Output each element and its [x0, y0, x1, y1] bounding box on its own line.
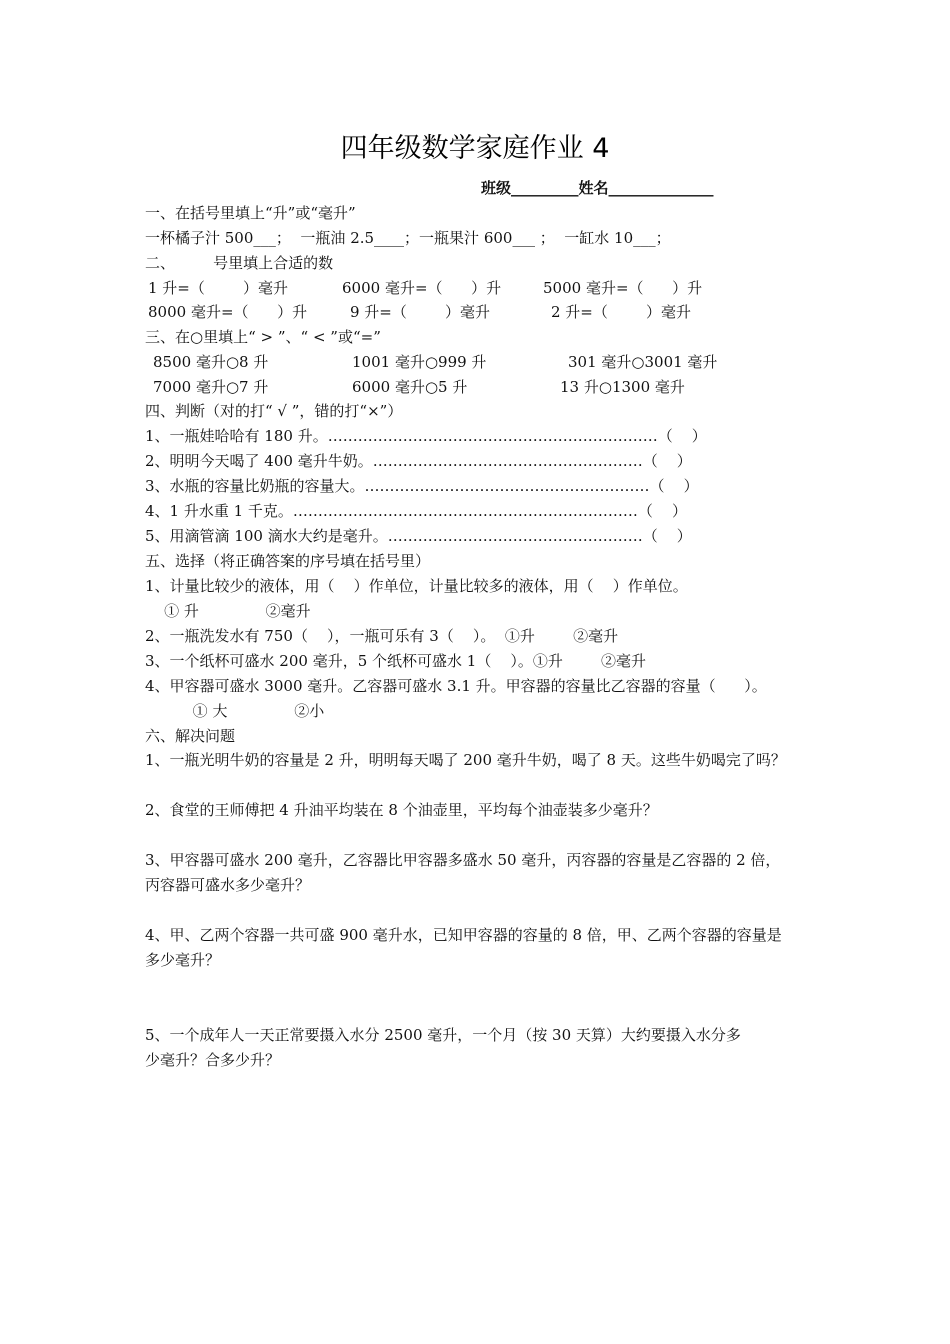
word-problem: 2、食堂的王师傅把 4 升油平均装在 8 个油壶里，平均每个油壶装多少毫升？ — [145, 801, 658, 819]
section2-item: 8000 毫升=（ ）升 — [148, 303, 308, 321]
word-problem: 4、甲、乙两个容器一共可盛 900 毫升水，已知甲容器的容量的 8 倍，甲、乙两个容器的容量是 — [145, 926, 782, 944]
section3-item: 7000 毫升○7 升 — [153, 378, 269, 396]
section2-item: 5000 毫升=（ ）升 — [543, 279, 703, 297]
judgment-item: 2、明明今天喝了 400 毫升牛奶。………………………………………………（ ） — [145, 452, 692, 470]
class-name-fields: 班级_________姓名______________ — [481, 179, 714, 197]
word-problem: 3、甲容器可盛水 200 毫升，乙容器比甲容器多盛水 50 毫升，丙容器的容量是乙容器的 2 倍， — [145, 851, 781, 869]
section3-item: 8500 毫升○8 升 — [153, 353, 269, 371]
judgment-item: 1、一瓶娃哈哈有 180 升。…………………………………………………………（ ） — [145, 427, 707, 445]
word-problem-cont: 少毫升？合多少升？ — [145, 1051, 281, 1069]
section3-item: 13 升○1300 毫升 — [560, 378, 685, 396]
judgment-item: 3、水瓶的容量比奶瓶的容量大。…………………………………………………（ ） — [145, 477, 699, 495]
section1-question: 一杯橘子汁 500___； 一瓶油 2.5____；一瓶果汁 600___ ； 一缸水 10___； — [145, 229, 671, 247]
word-problem-cont: 丙容器可盛水多少毫升？ — [145, 876, 311, 894]
choice-options: ① 升 ②毫升 — [145, 602, 311, 620]
section3-heading: 三、在○里填上“ > ”、“ < ”或“=” — [145, 328, 381, 346]
word-problem: 5、一个成年人一天正常要摄入水分 2500 毫升，一个月（按 30 天算）大约要摄入水分多 — [145, 1026, 741, 1044]
word-problem: 1、一瓶光明牛奶的容量是 2 升，明明每天喝了 200 毫升牛奶，喝了 8 天。这些牛奶喝完了吗？ — [145, 751, 786, 769]
judgment-item: 5、用滴管滴 100 滴水大约是毫升。……………………………………………（ ） — [145, 527, 692, 545]
section2-item: 6000 毫升=（ ）升 — [342, 279, 502, 297]
section2-item: 9 升=（ ）毫升 — [350, 303, 491, 321]
section2-heading: 二、 号里填上合适的数 — [145, 254, 334, 272]
section4-heading: 四、判断（对的打“ √ ”，错的打“×”） — [145, 402, 403, 420]
section5-heading: 五、选择（将正确答案的序号填在括号里） — [145, 552, 431, 570]
section3-item: 1001 毫升○999 升 — [352, 353, 487, 371]
choice-item: 1、计量比较少的液体，用（ ）作单位，计量比较多的液体，用（ ）作单位。 — [145, 577, 688, 595]
section2-item: 1 升=（ ）毫升 — [148, 279, 289, 297]
judgment-item: 4、1 升水重 1 千克。……………………………………………………………（ ） — [145, 502, 688, 520]
section2-item: 2 升=（ ）毫升 — [551, 303, 692, 321]
word-problem-cont: 多少毫升？ — [145, 951, 221, 969]
choice-item: 2、一瓶洗发水有 750（ ），一瓶可乐有 3（ ）。 ①升 ②毫升 — [145, 627, 619, 645]
page-title: 四年级数学家庭作业 4 — [340, 133, 610, 164]
choice-item: 4、甲容器可盛水 3000 毫升。乙容器可盛水 3.1 升。甲容器的容量比乙容器的容量（ ）。 — [145, 677, 767, 695]
section3-item: 6000 毫升○5 升 — [352, 378, 468, 396]
section1-heading: 一、在括号里填上“升”或“毫升” — [145, 204, 356, 222]
choice-item: 3、一个纸杯可盛水 200 毫升，5 个纸杯可盛水 1（ ）。①升 ②毫升 — [145, 652, 647, 670]
section6-heading: 六、解决问题 — [145, 727, 236, 745]
choice-options: ① 大 ②小 — [145, 702, 325, 720]
section3-item: 301 毫升○3001 毫升 — [568, 353, 718, 371]
